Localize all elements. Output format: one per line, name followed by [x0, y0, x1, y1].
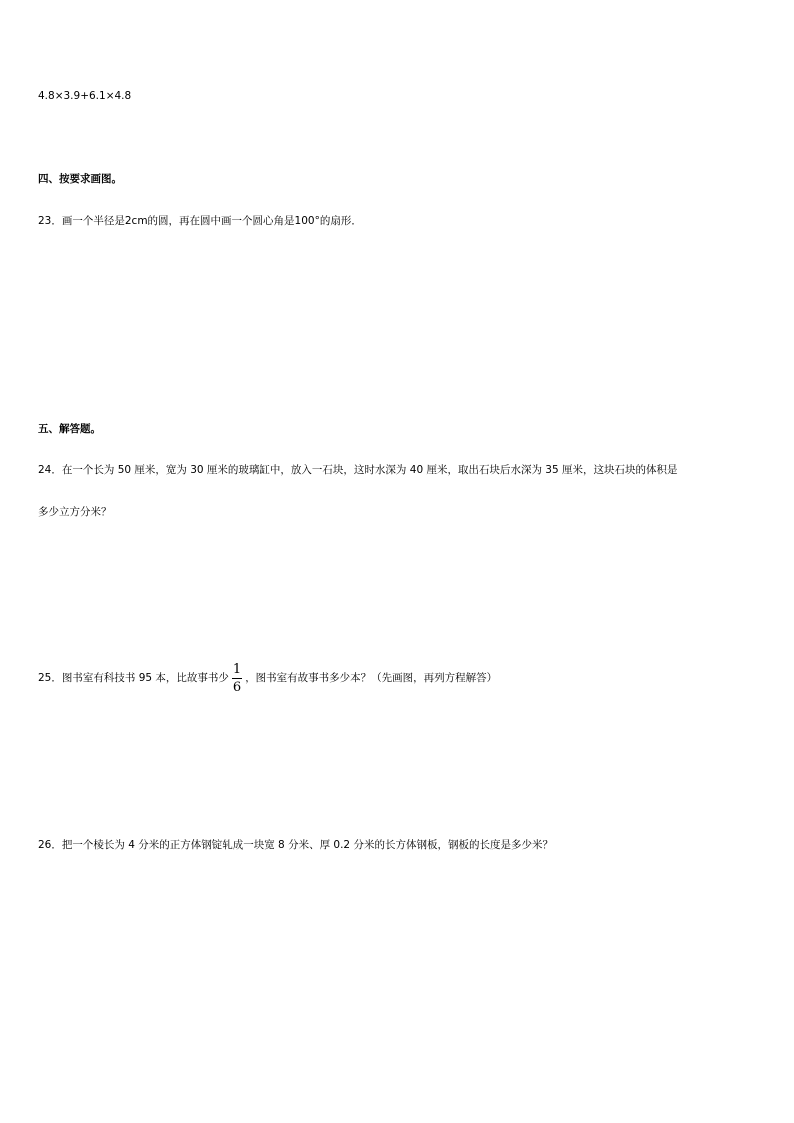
question-26: 26．把一个棱长为 4 分米的正方体钢锭轧成一块宽 8 分米、厚 0.2 分米的长方体钢板，钢板的长度是多少米？ [38, 839, 553, 851]
fraction-numerator: 1 [232, 661, 242, 677]
question-24-line-2: 多少立方分米？ [38, 506, 112, 518]
question-25-text-after: ，图书室有故事书多少本？（先画图，再列方程解答） [245, 672, 498, 684]
fraction-bar [232, 678, 242, 679]
section-5-heading: 五、解答题。 [38, 423, 101, 435]
section-4-heading: 四、按要求画图。 [38, 173, 122, 185]
expression-line: 4.8×3.9+6.1×4.8 [38, 90, 132, 102]
question-25-text-before: 25．图书室有科技书 95 本，比故事书少 [38, 672, 229, 684]
fraction-one-sixth [232, 662, 242, 695]
question-25 [38, 660, 497, 696]
fraction-denominator: 6 [232, 679, 242, 695]
question-23: 23．画一个半径是2cm的圆，再在圆中画一个圆心角是100°的扇形． [38, 215, 362, 227]
question-24-line-1: 24．在一个长为 50 厘米，宽为 30 厘米的玻璃缸中，放入一石块，这时水深为 40 厘米，取出石块后水深为 35 厘米，这块石块的体积是 [38, 464, 678, 476]
